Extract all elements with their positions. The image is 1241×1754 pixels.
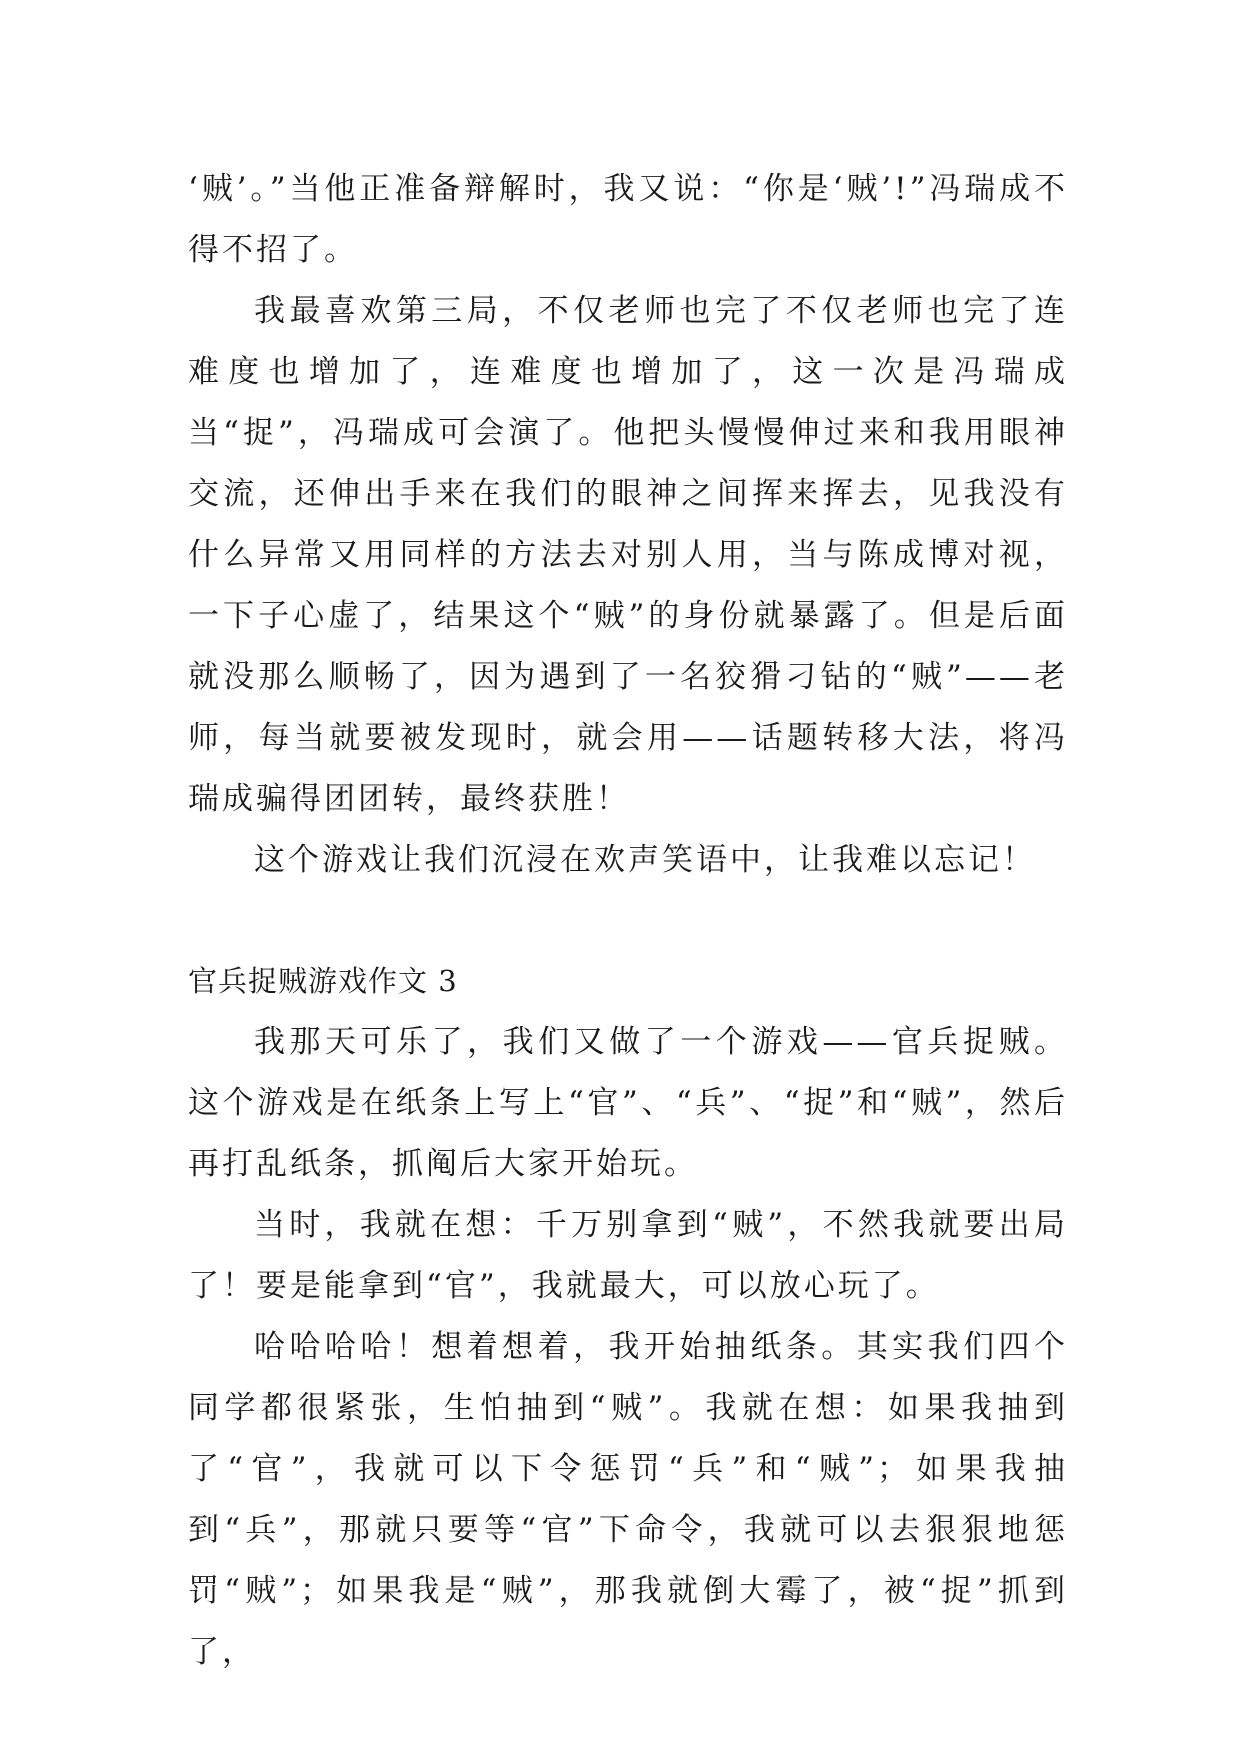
section-gap [188,891,1068,951]
paragraph-1: ‘贼’。”当他正准备辩解时，我又说：“你是‘贼’!”冯瑞成不得不招了。 [188,171,1068,268]
paragraph-3: 这个游戏让我们沉浸在欢声笑语中，让我难以忘记！ [254,842,1036,878]
paragraph-6: 哈哈哈哈！想着想着，我开始抽纸条。其实我们四个同学都很紧张，生怕抽到“贼”。我就在想：如果我抽到了“官”，我就可以下令惩罚“兵”和“贼”；如果我抽到“兵”，那就只要等“官”下命令，我就可以去狠狠地惩罚“贼”；如果我是“贼”，那我就倒大霉了，被“捉”抓到了， [188,1329,1068,1670]
paragraph-5: 当时，我就在想：千万别拿到“贼”，不然我就要出局了！要是能拿到“官”，我就最大，可以放心玩了。 [188,1207,1068,1304]
document-body [188,159,1068,1683]
section-heading: 官兵捉贼游戏作文 3 [188,964,458,998]
paragraph-2: 我最喜欢第三局，不仅老师也完了不仅老师也完了连难度也增加了，连难度也增加了，这一次是冯瑞成当“捉”，冯瑞成可会演了。他把头慢慢伸过来和我用眼神交流，还伸出手来在我们的眼神之间挥来挥去，见我没有什么异常又用同样的方法去对别人用，当与陈成博对视，一下子心虚了，结果这个“贼”的身份就暴露了。但是后面就没那么顺畅了，因为遇到了一名狡猾刁钻的“贼”——老师，每当就要被发现时，就会用——话题转移大法，将冯瑞成骗得团团转，最终获胜！ [188,293,1068,817]
paragraph-4: 我那天可乐了，我们又做了一个游戏——官兵捉贼。这个游戏是在纸条上写上“官”、“兵”、“捉”和“贼”，然后再打乱纸条，抓阄后大家开始玩。 [188,1024,1068,1182]
